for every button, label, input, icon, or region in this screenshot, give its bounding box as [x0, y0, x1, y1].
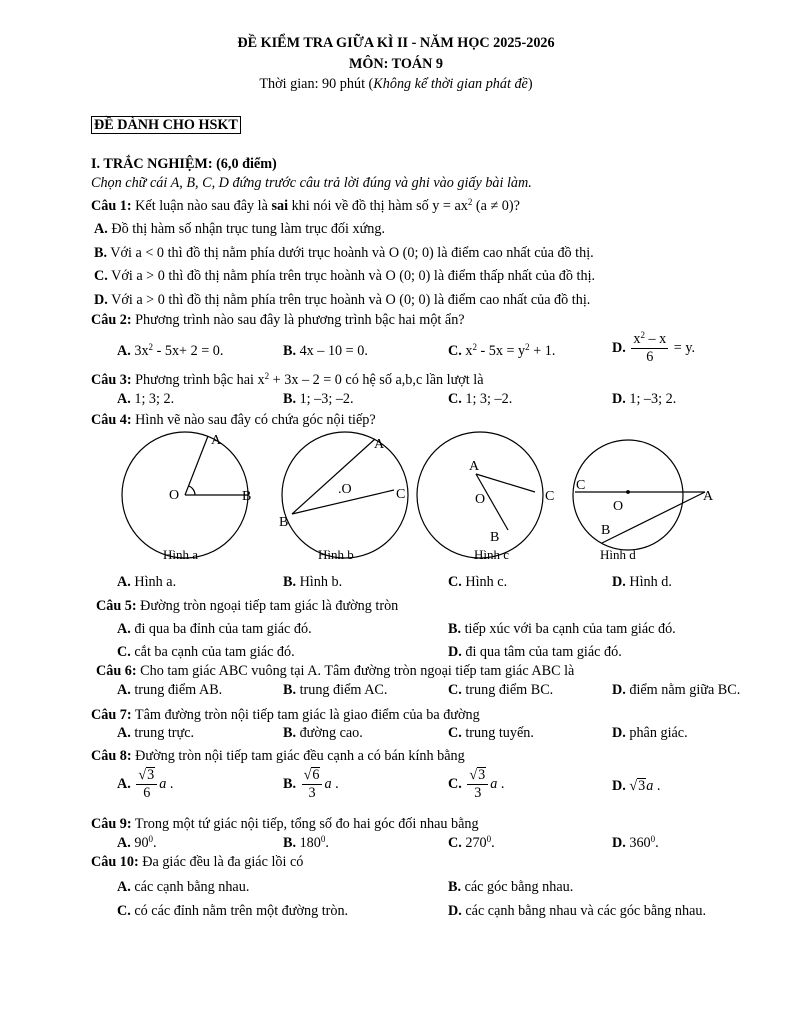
- q8-a-radicand: 3: [147, 767, 155, 783]
- fig-a-label-o: O: [169, 488, 180, 503]
- option-key: D.: [448, 903, 462, 919]
- option-key: C.: [94, 268, 108, 284]
- q7-text: Tâm đường tròn nội tiếp tam giác là giao điểm của ba đường: [131, 707, 480, 723]
- option-key: B.: [94, 245, 108, 261]
- q1-emph: sai: [271, 198, 289, 214]
- degree-mark: 0: [320, 834, 326, 844]
- q4-option-a: [117, 573, 176, 591]
- option-key: B.: [448, 879, 462, 895]
- option-key: A.: [117, 879, 131, 895]
- q2-d-num1: x: [633, 331, 641, 347]
- q8-text: Đường tròn nội tiếp tam giác đều cạnh a có bán kính bằng: [131, 748, 465, 764]
- q2-c-p1: x: [461, 343, 473, 359]
- option-text: trung trực.: [130, 725, 195, 741]
- q6-option-d: [612, 681, 740, 699]
- q9-text: Trong một tứ giác nội tiếp, tổng số đo hai góc đối nhau bằng: [131, 816, 479, 832]
- q9-option-d: [612, 834, 659, 852]
- option-dot: .: [153, 835, 157, 851]
- q2-d-tail: = y.: [670, 340, 696, 356]
- time-suffix: ): [527, 76, 533, 92]
- q8-a-fraction: $\frac{√3}{6}$: [136, 767, 157, 802]
- q2-a-p1: 3x: [130, 343, 149, 359]
- option-text: Với a > 0 thì đồ thị nằm phía trên trục hoành và O (0; 0) là điểm cao nhất của đồ thị.: [107, 292, 591, 308]
- option-key: B.: [283, 776, 297, 792]
- fig-d-label-b: B: [601, 523, 611, 538]
- option-value: 90: [130, 835, 149, 851]
- q5-text: Đường tròn ngoại tiếp tam giác là đường tròn: [136, 598, 399, 614]
- option-key: B.: [283, 574, 297, 590]
- option-key: C.: [448, 391, 462, 407]
- fig-c-label-c: C: [545, 489, 555, 504]
- question-7: [91, 706, 480, 724]
- option-text: 1; 3; 2.: [130, 391, 175, 407]
- option-key: A.: [117, 343, 131, 359]
- option-key: D.: [612, 778, 626, 794]
- q5-option-a: [117, 620, 312, 638]
- q7-label: Câu 7:: [91, 707, 132, 723]
- figure-a-caption: Hình a: [163, 547, 199, 562]
- option-dot: .: [655, 835, 659, 851]
- figure-b-chord-ba: [292, 439, 375, 514]
- option-text: đi qua tâm của tam giác đó.: [461, 644, 622, 660]
- option-key: B.: [283, 835, 297, 851]
- option-key: A.: [117, 682, 131, 698]
- q9-option-b: [283, 834, 329, 852]
- q8-c-var: a: [490, 776, 498, 792]
- option-text: trung điểm BC.: [461, 682, 554, 698]
- fig-b-label-b: B: [279, 515, 289, 530]
- q6-option-b: [283, 681, 387, 699]
- option-key: D.: [612, 835, 626, 851]
- q6-option-c: [448, 681, 553, 699]
- q8-c-den: 3: [474, 785, 482, 801]
- option-text: Với a > 0 thì đồ thị nằm phía trên trục hoành và O (0; 0) là điểm thấp nhất của đồ thị.: [107, 268, 596, 284]
- q2-label: Câu 2:: [91, 312, 132, 328]
- option-value: 270: [461, 835, 487, 851]
- badge-text: ĐỀ DÀNH CHO HSKT: [91, 116, 241, 134]
- q3-option-b: [283, 390, 354, 408]
- option-key: D.: [612, 574, 626, 590]
- fig-d-label-a: A: [703, 489, 714, 504]
- section-points: : (6,0 điểm): [207, 156, 277, 172]
- q3-option-a: [117, 390, 174, 408]
- figure-d-center-dot: [627, 491, 630, 494]
- option-key: C.: [448, 343, 462, 359]
- q2-c-exp2: 2: [525, 342, 530, 352]
- option-key: B.: [283, 391, 297, 407]
- option-key: B.: [283, 682, 297, 698]
- option-key: B.: [283, 343, 297, 359]
- q8-b-radicand: 6: [312, 767, 320, 783]
- q3-option-d: [612, 390, 676, 408]
- q8-d-dot: .: [653, 778, 661, 794]
- figure-d-circle: [573, 440, 683, 550]
- q5-option-c: [117, 643, 295, 661]
- q8-option-c: [448, 767, 504, 802]
- q2-d-num2: – x: [644, 331, 667, 347]
- time-prefix: Thời gian: 90 phút (: [259, 76, 374, 92]
- option-key: B.: [283, 725, 297, 741]
- q2-c-p3: + 1.: [529, 343, 556, 359]
- option-text: Hình b.: [296, 574, 343, 590]
- q8-c-dot: .: [497, 776, 505, 792]
- option-key: A.: [117, 776, 131, 792]
- q10-label: Câu 10:: [91, 854, 139, 870]
- q1-tail: (a ≠ 0)?: [472, 198, 520, 214]
- q4-option-c: [448, 573, 507, 591]
- option-text: các cạnh bằng nhau.: [130, 879, 250, 895]
- option-key: D.: [612, 682, 626, 698]
- option-key: A.: [117, 835, 131, 851]
- question-3: [91, 371, 484, 389]
- fig-c-label-a: A: [469, 459, 480, 474]
- q8-b-fraction: $\frac{√6}{3}$: [302, 767, 323, 802]
- option-value: 360: [625, 835, 651, 851]
- option-key: D.: [612, 340, 626, 356]
- q3-p2: + 3x – 2 = 0 có hệ số a,b,c lần lượt là: [269, 372, 484, 388]
- q2-c-exp1: 2: [472, 342, 477, 352]
- option-text: 1; –3; 2.: [625, 391, 677, 407]
- option-key: A.: [117, 621, 131, 637]
- question-8: [91, 747, 465, 765]
- q10-text: Đa giác đều là đa giác lồi có: [138, 854, 304, 870]
- q10-option-b: [448, 878, 573, 896]
- q8-a-var: a: [159, 776, 167, 792]
- question-4: [91, 411, 376, 429]
- q2-option-c: [448, 342, 555, 360]
- q2-c-p2: - 5x = y: [476, 343, 526, 359]
- q7-option-a: [117, 724, 194, 742]
- q8-label: Câu 8:: [91, 748, 132, 764]
- q10-option-a: [117, 878, 249, 896]
- option-text: Hình d.: [625, 574, 672, 590]
- question-9: [91, 815, 479, 833]
- figure-b-caption: Hình b: [318, 547, 354, 562]
- q10-option-c: [117, 902, 348, 920]
- q2-d-den: 6: [646, 349, 654, 365]
- option-key: A.: [94, 221, 108, 237]
- q8-option-d: D. √3a .: [612, 778, 661, 794]
- question-2: [91, 311, 465, 329]
- option-text: Hình a.: [130, 574, 177, 590]
- q7-option-b: [283, 724, 363, 742]
- option-key: A.: [117, 391, 131, 407]
- exam-subject: MÔN: TOÁN 9: [348, 56, 444, 72]
- q8-b-var: a: [324, 776, 332, 792]
- q1-label: Câu 1:: [91, 198, 132, 214]
- q4-label: Câu 4:: [91, 412, 132, 428]
- q8-a-den: 6: [143, 785, 151, 801]
- q8-d-var: a: [646, 778, 654, 794]
- figure-c-caption: Hình c: [474, 547, 510, 562]
- q9-option-a: [117, 834, 157, 852]
- q7-option-c: [448, 724, 534, 742]
- option-key: D.: [448, 644, 462, 660]
- figure-a: [122, 432, 248, 558]
- q2-option-d: [612, 331, 695, 366]
- q8-option-b: [283, 767, 339, 802]
- figure-a-angle-arc: [189, 486, 195, 495]
- fig-c-label-o: O: [475, 492, 486, 507]
- fig-d-label-c: C: [576, 478, 586, 493]
- q3-label: Câu 3:: [91, 372, 132, 388]
- option-text: trung tuyến.: [461, 725, 534, 741]
- question-5: [96, 597, 398, 615]
- q1-option-b: [94, 244, 594, 262]
- option-text: tiếp xúc với ba cạnh của tam giác đó.: [461, 621, 676, 637]
- q5-option-d: [448, 643, 622, 661]
- option-value: 180: [296, 835, 321, 851]
- option-text: Hình c.: [461, 574, 508, 590]
- question-10: [91, 853, 303, 871]
- option-text: trung điểm AC.: [296, 682, 388, 698]
- q9-option-c: [448, 834, 495, 852]
- option-key: B.: [448, 621, 462, 637]
- q2-a-p2: - 5x+ 2 = 0.: [153, 343, 224, 359]
- time-note: Không kể thời gian phát đề: [373, 76, 528, 92]
- q6-text: Cho tam giác ABC vuông tại A. Tâm đường tròn ngoại tiếp tam giác ABC là: [136, 663, 575, 679]
- q6-option-a: [117, 681, 222, 699]
- q7-option-d: [612, 724, 688, 742]
- question-1: [91, 197, 520, 215]
- exam-time: [0, 76, 792, 93]
- degree-mark: 0: [148, 834, 154, 844]
- option-key: C.: [448, 835, 462, 851]
- option-text: có các đỉnh nằm trên một đường tròn.: [130, 903, 349, 919]
- q8-option-a: [117, 767, 173, 802]
- figure-d-caption: Hình d: [600, 547, 636, 562]
- option-key: C.: [448, 776, 462, 792]
- figure-d: [573, 440, 705, 550]
- exam-title: ĐỀ KIỂM TRA GIỮA KÌ II - NĂM HỌC 2025-2026: [237, 35, 555, 51]
- q1-option-c: [94, 267, 595, 285]
- option-text: các góc bằng nhau.: [461, 879, 574, 895]
- fig-c-label-b: B: [490, 530, 500, 545]
- q8-c-radicand: 3: [478, 767, 486, 783]
- q8-c-fraction: $\frac{√3}{3}$: [467, 767, 488, 802]
- option-text: các cạnh bằng nhau và các góc bằng nhau.: [461, 903, 707, 919]
- q2-d-num-exp: 2: [640, 330, 645, 340]
- section-heading: [91, 155, 277, 173]
- q2-a-exp: 2: [148, 342, 154, 352]
- option-key: C.: [117, 644, 131, 660]
- option-text: 1; 3; –2.: [461, 391, 513, 407]
- figure-a-radius-oa: [185, 436, 208, 495]
- q4-option-b: [283, 573, 342, 591]
- q2-option-a: [117, 342, 223, 360]
- q8-d-radicand: 3: [638, 778, 646, 794]
- option-text: điểm nằm giữa BC.: [625, 682, 741, 698]
- option-text: đi qua ba đỉnh của tam giác đó.: [130, 621, 312, 637]
- option-text: Đồ thị hàm số nhận trục tung làm trục đối xứng.: [107, 221, 386, 237]
- q3-exp: 2: [264, 371, 270, 381]
- option-key: A.: [117, 574, 131, 590]
- option-key: D.: [612, 725, 626, 741]
- option-text: Với a < 0 thì đồ thị nằm phía dưới trục hoành và O (0; 0) là điểm cao nhất của đồ thị.: [107, 245, 594, 261]
- q4-figures: [110, 430, 760, 570]
- degree-mark: 0: [650, 834, 656, 844]
- option-text: đường cao.: [296, 725, 363, 741]
- q4-text: Hình vẽ nào sau đây có chứa góc nội tiếp?: [131, 412, 376, 428]
- q8-b-den: 3: [308, 785, 316, 801]
- q2-text: Phương trình nào sau đây là phương trình bậc hai một ẩn?: [131, 312, 465, 328]
- fig-b-label-c: C: [396, 487, 406, 502]
- option-key: C.: [448, 725, 462, 741]
- option-dot: .: [491, 835, 495, 851]
- degree-mark: 0: [486, 834, 492, 844]
- q3-p1: Phương trình bậc hai x: [131, 372, 265, 388]
- option-text: 1; –3; –2.: [296, 391, 354, 407]
- q2-d-fraction: [631, 331, 668, 366]
- q1-option-d: [94, 291, 590, 309]
- option-key: A.: [117, 725, 131, 741]
- fig-a-label-a: A: [211, 433, 222, 448]
- q1-exp: 2: [467, 197, 473, 207]
- option-text: trung điểm AB.: [130, 682, 223, 698]
- q1-post: khi nói về đồ thị hàm số y = ax: [288, 198, 468, 214]
- fig-d-label-o: O: [613, 499, 624, 514]
- option-key: D.: [612, 391, 626, 407]
- q8-b-dot: .: [331, 776, 339, 792]
- section-instruction: Chọn chữ cái A, B, C, D đứng trước câu trả lời đúng và ghi vào giấy bài làm.: [91, 175, 532, 191]
- option-dot: .: [325, 835, 329, 851]
- option-key: D.: [94, 292, 108, 308]
- q2-b-text: 4x – 10 = 0.: [296, 343, 368, 359]
- option-text: cắt ba cạnh của tam giác đó.: [130, 644, 295, 660]
- section-title: I. TRẮC NGHIỆM: [91, 156, 208, 172]
- fig-a-label-b: B: [242, 489, 252, 504]
- q6-label: Câu 6:: [96, 663, 137, 679]
- option-key: C.: [448, 574, 462, 590]
- q5-label: Câu 5:: [96, 598, 137, 614]
- q8-a-dot: .: [166, 776, 174, 792]
- question-6: [96, 662, 574, 680]
- option-key: C.: [117, 903, 131, 919]
- q1-pre: Kết luận nào sau đây là: [131, 198, 272, 214]
- hskt-badge: [91, 116, 241, 134]
- fig-b-label-a: A: [374, 437, 385, 452]
- option-key: C.: [448, 682, 462, 698]
- q1-option-a: [94, 220, 385, 238]
- q2-option-b: [283, 342, 368, 360]
- q3-option-c: [448, 390, 512, 408]
- q4-option-d: [612, 573, 672, 591]
- fig-b-label-o: .O: [338, 482, 352, 497]
- q5-option-b: [448, 620, 676, 638]
- q9-label: Câu 9:: [91, 816, 132, 832]
- option-text: phân giác.: [625, 725, 688, 741]
- q10-option-d: [448, 902, 706, 920]
